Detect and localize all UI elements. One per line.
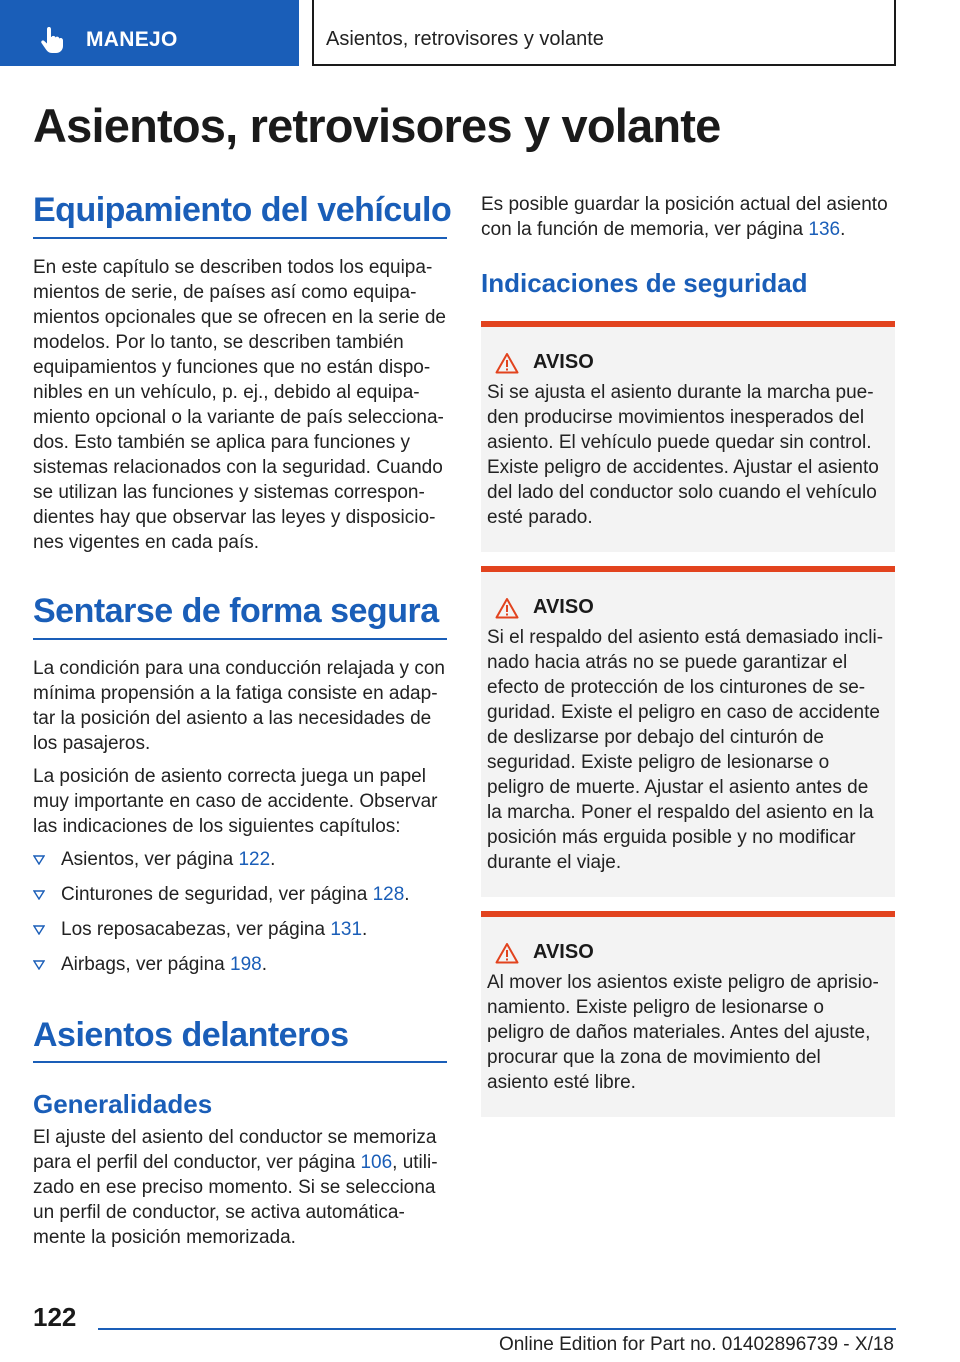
warning-box bbox=[481, 566, 895, 897]
list-item: Asientos, ver página 122. bbox=[33, 847, 447, 872]
section-title-equipment: Equipamiento del vehículo bbox=[33, 190, 447, 239]
page-header bbox=[0, 0, 960, 66]
section-header-label: Asientos, retrovisores y volante bbox=[326, 28, 604, 50]
warning-title: AVISO bbox=[533, 941, 594, 964]
chapter-tab-label: MANEJO bbox=[86, 28, 178, 51]
section-header bbox=[312, 0, 896, 66]
reference-list bbox=[33, 847, 447, 977]
triangle-bullet-icon bbox=[33, 855, 45, 865]
warning-box bbox=[481, 911, 895, 1117]
footer-divider bbox=[98, 1328, 896, 1330]
warning-text: Si el respaldo del asiento está demasiado inclinado hacia atrás no se puede garantizar el efecto de protección de los cinturones de seguridad. Existe el peligro en caso de accidente de deslizarse por debajo del cinturón de seguridad. Existe peligro de lesionarse o peligro de muerte. Ajustar el asiento antes de la marcha. Poner el respaldo del asiento en la posición más erguida posible y no modificar durante el viaje. bbox=[487, 627, 884, 874]
page-link[interactable]: 122 bbox=[238, 848, 271, 870]
memory-paragraph: Es posible guardar la posición actual del asiento con la función de memoria, ver página 136. bbox=[481, 194, 888, 240]
chapter-tab[interactable] bbox=[0, 0, 299, 66]
warning-title: AVISO bbox=[533, 351, 594, 374]
warning-text: Si se ajusta el asiento durante la marcha pueden producirse movimientos inesperados del asiento. El vehículo puede quedar sin control. Existe peligro de accidentes. Ajustar el asiento del lado del conductor solo cuando el vehículo esté parado. bbox=[487, 382, 879, 529]
sitting-paragraph-2: La posición de asiento correcta juega un papel muy importante en caso de accidente. Observar las indicaciones de los siguientes capítulos: bbox=[33, 765, 438, 837]
warning-box bbox=[481, 321, 895, 552]
page-link[interactable]: 136 bbox=[808, 219, 841, 240]
warning-text: Al mover los asientos existe peligro de aprisionamiento. Existe peligro de lesionarse o peligro de daños materiales. Antes del ajuste, procurar que la zona de movimiento del asiento esté libre. bbox=[487, 972, 879, 1094]
page-number: 122 bbox=[33, 1302, 77, 1332]
edition-note: Online Edition for Part no. 01402896739 - X/18 bbox=[498, 1334, 894, 1355]
list-item: Cinturones de seguridad, ver página 128. bbox=[33, 882, 447, 907]
left-column bbox=[33, 190, 452, 1258]
sitting-paragraph-1: La condición para una conducción relajada y con mínima propensión a la fatiga consiste en adaptar la posición del asiento a las necesidades de los pasajeros. bbox=[33, 657, 445, 754]
page-link[interactable]: 128 bbox=[372, 883, 405, 905]
page-link[interactable]: 198 bbox=[230, 953, 262, 975]
page-title: Asientos, retrovisores y volante bbox=[33, 99, 721, 152]
right-column bbox=[481, 192, 895, 1131]
section-title-front-seats: Asientos delanteros bbox=[33, 1015, 447, 1064]
general-paragraph: El ajuste del asiento del conductor se memoriza para el perfil del conductor, ver página 106, utilizado en ese preciso momento. Si se selecciona un perfil de conductor, se activa automáticamente la posición memorizada. bbox=[33, 1126, 438, 1248]
section-title-sitting: Sentarse de forma segura bbox=[33, 591, 447, 640]
equipment-paragraph: En este capítulo se describen todos los equipamientos de serie, de países así como equipamientos opcionales que se ofrecen en la serie de modelos. Por lo tanto, se describen también equipamientos y funciones que no están disponibles en un vehículo, p. ej., debido al equipamiento opcional o la variante de país seleccionados. Esto también se aplica para funciones y sistemas relacionados con la seguridad. Cuando se utilizan las funciones y sistemas correspondientes hay que observar las leyes y disposiciones vigentes en cada país. bbox=[33, 256, 446, 553]
warning-triangle-icon bbox=[495, 942, 519, 964]
subsection-title-safety: Indicaciones de seguridad bbox=[481, 268, 808, 298]
list-item: Los reposacabezas, ver página 131. bbox=[33, 917, 447, 942]
page-link[interactable]: 106 bbox=[360, 1151, 393, 1173]
triangle-bullet-icon bbox=[33, 890, 45, 900]
triangle-bullet-icon bbox=[33, 925, 45, 935]
warning-triangle-icon bbox=[495, 352, 519, 374]
list-item: Airbags, ver página 198. bbox=[33, 952, 447, 977]
triangle-bullet-icon bbox=[33, 960, 45, 970]
warning-triangle-icon bbox=[495, 597, 519, 619]
page-link[interactable]: 131 bbox=[330, 918, 363, 940]
warning-title: AVISO bbox=[533, 596, 594, 619]
hand-pointer-icon bbox=[40, 26, 66, 54]
subsection-title-general: Generalidades bbox=[33, 1089, 213, 1120]
